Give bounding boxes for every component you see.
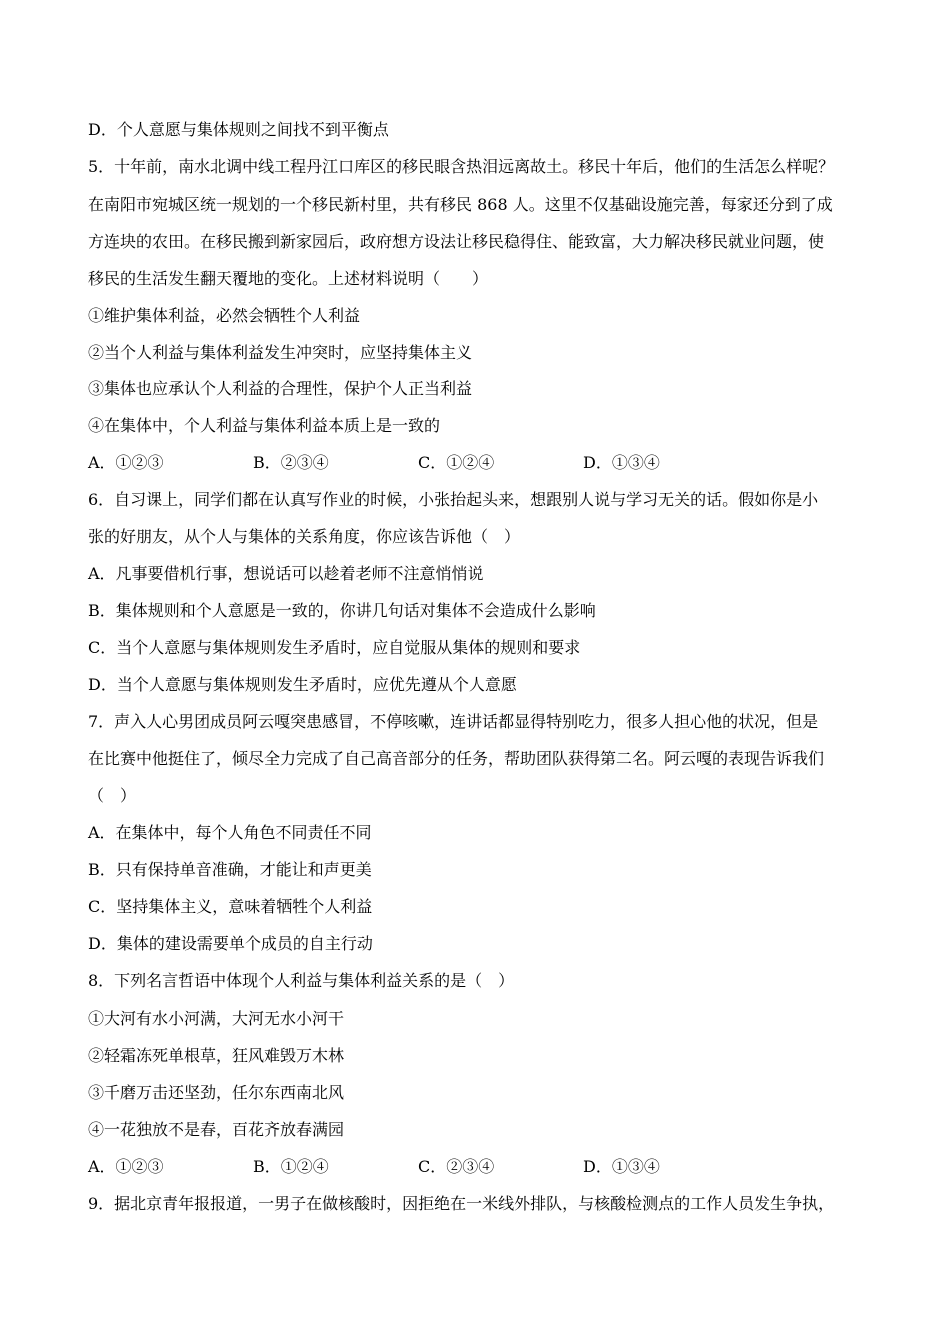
- q7-option-a: A．在集体中，每个人角色不同责任不同: [88, 823, 372, 842]
- q5-statement-2: ②当个人利益与集体利益发生冲突时，应坚持集体主义: [88, 343, 473, 362]
- q5-statement-3: ③集体也应承认个人利益的合理性，保护个人正当利益: [88, 379, 473, 398]
- q5-stem-line-3: 方连块的农田。在移民搬到新家园后，政府想方设法让移民稳得住、能致富，大力解决移民就业问题，使: [88, 232, 825, 251]
- q8-option-b: B．①②④: [253, 1157, 329, 1176]
- q6-option-c: C．当个人意愿与集体规则发生矛盾时，应自觉服从集体的规则和要求: [88, 638, 581, 657]
- q6-option-b: B．集体规则和个人意愿是一致的，你讲几句话对集体不会造成什么影响: [88, 601, 596, 620]
- q5-option-a: A．①②③: [88, 453, 164, 472]
- q8-stem-line-1: 8．下列名言哲语中体现个人利益与集体利益关系的是（ ）: [88, 971, 515, 990]
- q8-option-c: C．②③④: [418, 1157, 495, 1176]
- q6-option-a: A．凡事要借机行事，想说话可以趁着老师不注意悄悄说: [88, 564, 484, 583]
- q5-stem-line-2: 在南阳市宛城区统一规划的一个移民新村里，共有移民 868 人。这里不仅基础设施完善，每家还分到了成: [88, 195, 833, 214]
- q5-option-d: D．①③④: [583, 453, 660, 472]
- q7-stem-line-1: 7．声入人心男团成员阿云嘎突患感冒，不停咳嗽，连讲话都显得特别吃力，很多人担心他的状况，但是: [88, 712, 819, 731]
- q8-option-d: D．①③④: [583, 1157, 660, 1176]
- q9-stem-line-1: 9．据北京青年报报道，一男子在做核酸时，因拒绝在一米线外排队，与核酸检测点的工作人员发生争执，: [88, 1194, 835, 1213]
- q5-option-c: C．①②④: [418, 453, 495, 472]
- q7-stem-line-3: （ ）: [88, 786, 137, 805]
- q6-option-d: D．当个人意愿与集体规则发生矛盾时，应优先遵从个人意愿: [88, 675, 517, 694]
- q7-option-b: B．只有保持单音准确，才能让和声更美: [88, 860, 372, 879]
- q8-statement-2: ②轻霜冻死单根草，狂风难毁万木林: [88, 1046, 345, 1065]
- q5-stem-line-1: 5．十年前，南水北调中线工程丹江口库区的移民眼含热泪远离故土。移民十年后，他们的生活怎么样呢？: [88, 157, 835, 176]
- q5-statement-1: ①维护集体利益，必然会牺牲个人利益: [88, 306, 361, 325]
- q8-statement-4: ④一花独放不是春，百花齐放春满园: [88, 1120, 345, 1139]
- q8-option-a: A．①②③: [88, 1157, 164, 1176]
- q7-option-c: C．坚持集体主义，意味着牺牲个人利益: [88, 897, 373, 916]
- q6-stem-line-2: 张的好朋友，从个人与集体的关系角度，你应该告诉他（ ）: [88, 527, 521, 546]
- q8-statement-1: ①大河有水小河满，大河无水小河干: [88, 1009, 345, 1028]
- q6-stem-line-1: 6．自习课上，同学们都在认真写作业的时候，小张抬起头来，想跟别人说与学习无关的话。假如你是小: [88, 490, 819, 509]
- q5-statement-4: ④在集体中，个人利益与集体利益本质上是一致的: [88, 416, 441, 435]
- q7-stem-line-2: 在比赛中他挺住了，倾尽全力完成了自己高音部分的任务，帮助团队获得第二名。阿云嘎的表现告诉我们: [88, 749, 825, 768]
- q7-option-d: D．集体的建设需要单个成员的自主行动: [88, 934, 373, 953]
- prev-question-option-d: D．个人意愿与集体规则之间找不到平衡点: [88, 120, 389, 139]
- q5-stem-line-4: 移民的生活发生翻天覆地的变化。上述材料说明（ ）: [88, 269, 489, 288]
- q8-statement-3: ③千磨万击还坚劲，任尔东西南北风: [88, 1083, 345, 1102]
- q5-option-b: B．②③④: [253, 453, 329, 472]
